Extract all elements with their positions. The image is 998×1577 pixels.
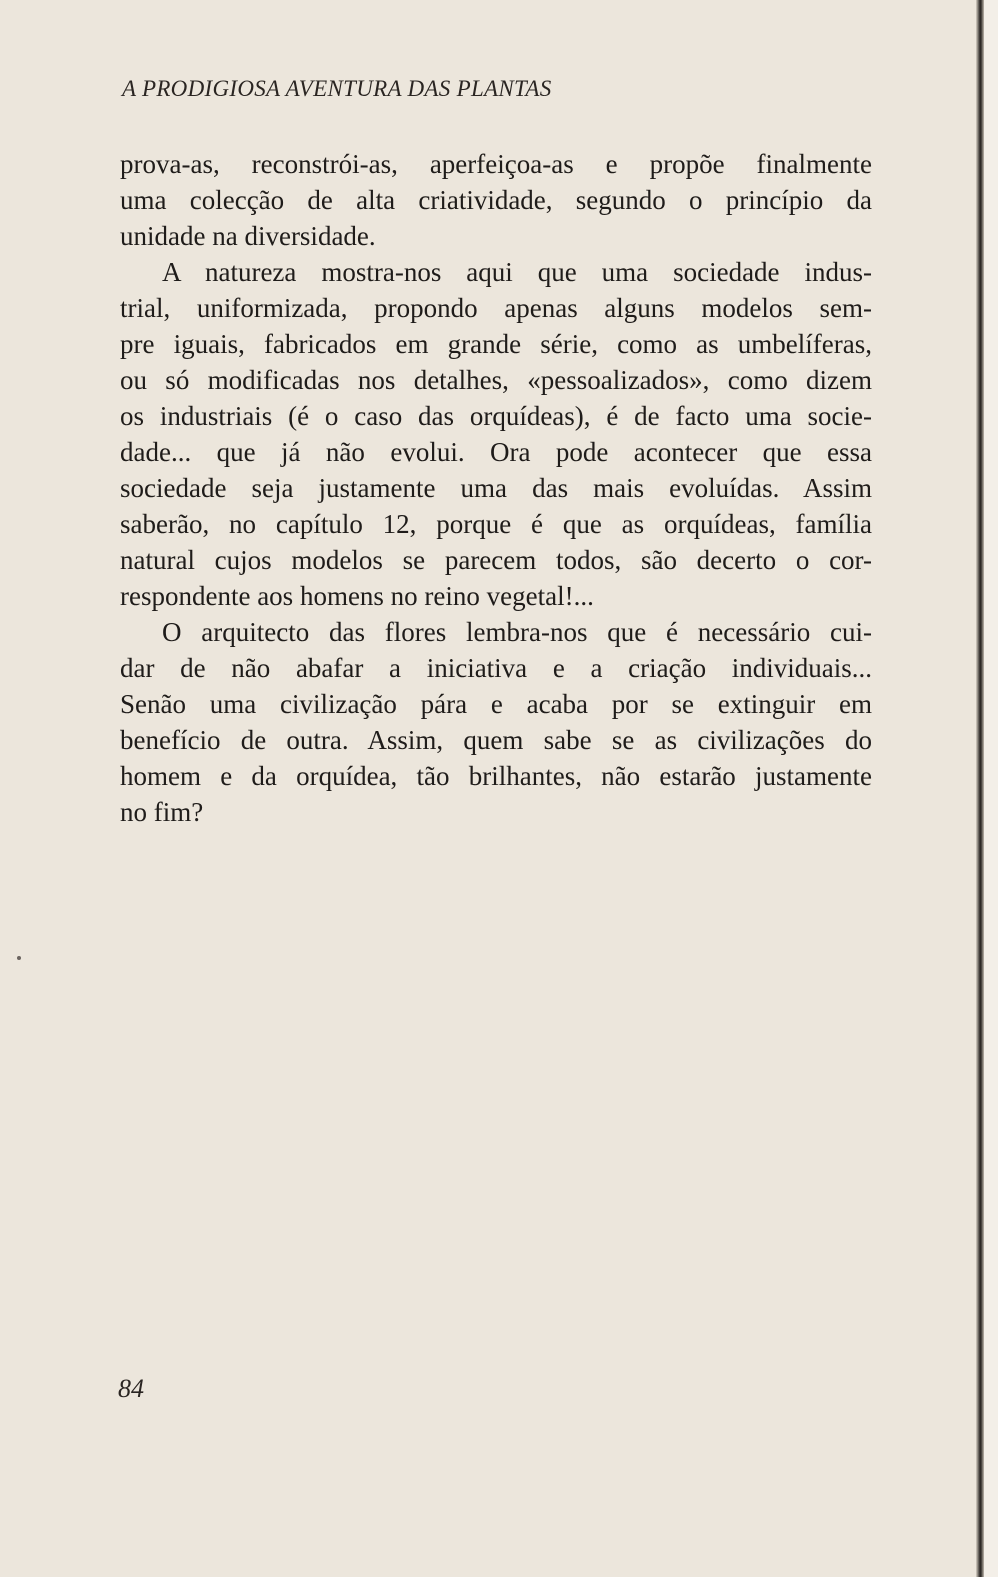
text-line: uma colecção de alta criatividade, segundo o princípio da <box>120 185 872 215</box>
text-line: os industriais (é o caso das orquídeas), é de facto uma socie- <box>120 401 872 431</box>
text-line: homem e da orquídea, tão brilhantes, não estarão justamente <box>120 761 872 791</box>
text-line: prova-as, reconstrói-as, aperfeiçoa-as e propõe finalmente <box>120 149 872 179</box>
text-line: trial, uniformizada, propondo apenas alguns modelos sem- <box>120 293 872 323</box>
text-line: respondente aos homens no reino vegetal!... <box>120 581 594 611</box>
text-line: dar de não abafar a iniciativa e a criação individuais... <box>120 653 872 683</box>
paper-speck <box>17 956 21 960</box>
text-line: ou só modificadas nos detalhes, «pessoalizados», como dizem <box>120 365 872 395</box>
running-head: A PRODIGIOSA AVENTURA DAS PLANTAS <box>122 76 552 101</box>
text-line: natural cujos modelos se parecem todos, são decerto o cor- <box>120 545 872 575</box>
page-edge-margin <box>984 0 998 1577</box>
text-line: O arquitecto das flores lembra-nos que é necessário cui- <box>162 617 872 647</box>
text-line: no fim? <box>120 797 204 827</box>
page-number: 84 <box>118 1374 144 1403</box>
text-line: dade... que já não evolui. Ora pode acontecer que essa <box>120 437 872 467</box>
text-line: benefício de outra. Assim, quem sabe se as civilizações do <box>120 725 872 755</box>
text-line: pre iguais, fabricados em grande série, como as umbelíferas, <box>120 329 872 359</box>
book-spine-shadow <box>976 0 984 1577</box>
body-text <box>120 146 872 830</box>
text-line: unidade na diversidade. <box>120 221 376 251</box>
text-line: saberão, no capítulo 12, porque é que as orquídeas, família <box>120 509 872 539</box>
text-line: Senão uma civilização pára e acaba por se extinguir em <box>120 689 872 719</box>
text-line: A natureza mostra-nos aqui que uma sociedade indus- <box>162 257 872 287</box>
text-line: sociedade seja justamente uma das mais evoluídas. Assim <box>120 473 872 503</box>
